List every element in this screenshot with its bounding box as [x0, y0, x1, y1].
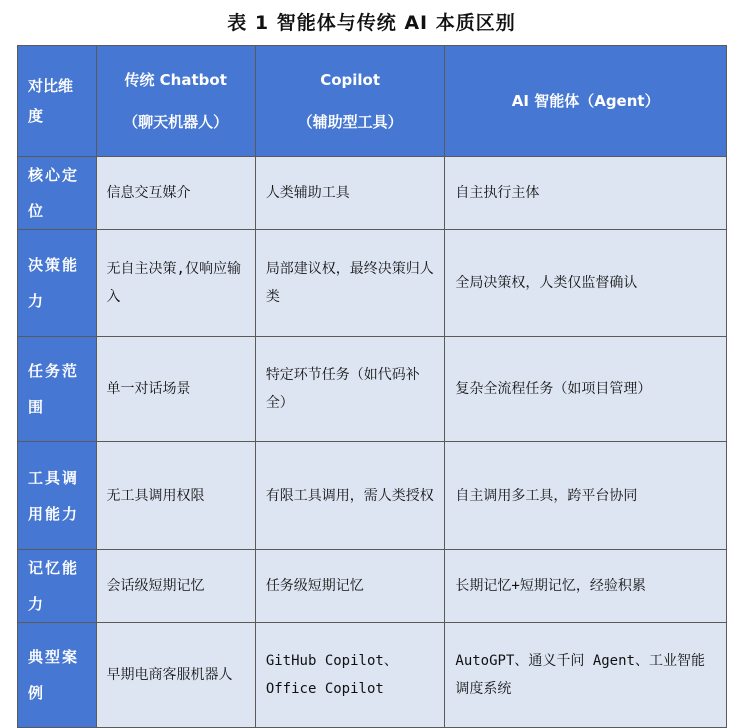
- row-dimension: 记忆能力: [18, 550, 97, 623]
- header-chatbot: [96, 46, 255, 157]
- table-row: [18, 442, 727, 550]
- comparison-table: [17, 45, 727, 728]
- cell-chatbot: 单一对话场景: [96, 337, 255, 442]
- cell-copilot: 任务级短期记忆: [255, 550, 445, 623]
- header-copilot-subtitle: （辅助型工具）: [297, 113, 403, 131]
- table-row: [18, 623, 727, 728]
- cell-agent: 复杂全流程任务（如项目管理）: [445, 337, 727, 442]
- row-dimension: 工具调用能力: [18, 442, 97, 550]
- header-agent: AI 智能体（Agent）: [445, 46, 727, 157]
- cell-chatbot: 信息交互媒介: [96, 157, 255, 230]
- header-copilot-title: Copilot: [320, 71, 380, 89]
- row-dimension: 核心定位: [18, 157, 97, 230]
- row-dimension: 典型案例: [18, 623, 97, 728]
- cell-agent: 全局决策权，人类仅监督确认: [445, 230, 727, 337]
- cell-copilot: 有限工具调用，需人类授权: [255, 442, 445, 550]
- cell-agent: 自主执行主体: [445, 157, 727, 230]
- table-row: [18, 157, 727, 230]
- row-dimension: 决策能力: [18, 230, 97, 337]
- header-copilot: [255, 46, 445, 157]
- row-dimension: 任务范围: [18, 337, 97, 442]
- cell-copilot: 局部建议权，最终决策归人类: [255, 230, 445, 337]
- header-row: [18, 46, 727, 157]
- header-dimension: 对比维度: [18, 46, 97, 157]
- header-chatbot-title: 传统 Chatbot: [124, 71, 227, 89]
- cell-chatbot: 会话级短期记忆: [96, 550, 255, 623]
- cell-agent: AutoGPT、通义千问 Agent、工业智能调度系统: [445, 623, 727, 728]
- cell-chatbot: 无自主决策,仅响应输入: [96, 230, 255, 337]
- cell-copilot: 人类辅助工具: [255, 157, 445, 230]
- cell-copilot: 特定环节任务（如代码补全）: [255, 337, 445, 442]
- table-row: [18, 230, 727, 337]
- table-row: [18, 337, 727, 442]
- cell-agent: 长期记忆+短期记忆，经验积累: [445, 550, 727, 623]
- cell-agent: 自主调用多工具，跨平台协同: [445, 442, 727, 550]
- cell-chatbot: 无工具调用权限: [96, 442, 255, 550]
- cell-chatbot: 早期电商客服机器人: [96, 623, 255, 728]
- header-chatbot-subtitle: （聊天机器人）: [123, 113, 229, 131]
- table-caption: 表 1 智能体与传统 AI 本质区别: [227, 12, 516, 34]
- cell-copilot: GitHub Copilot、Office Copilot: [255, 623, 445, 728]
- table-row: [18, 550, 727, 623]
